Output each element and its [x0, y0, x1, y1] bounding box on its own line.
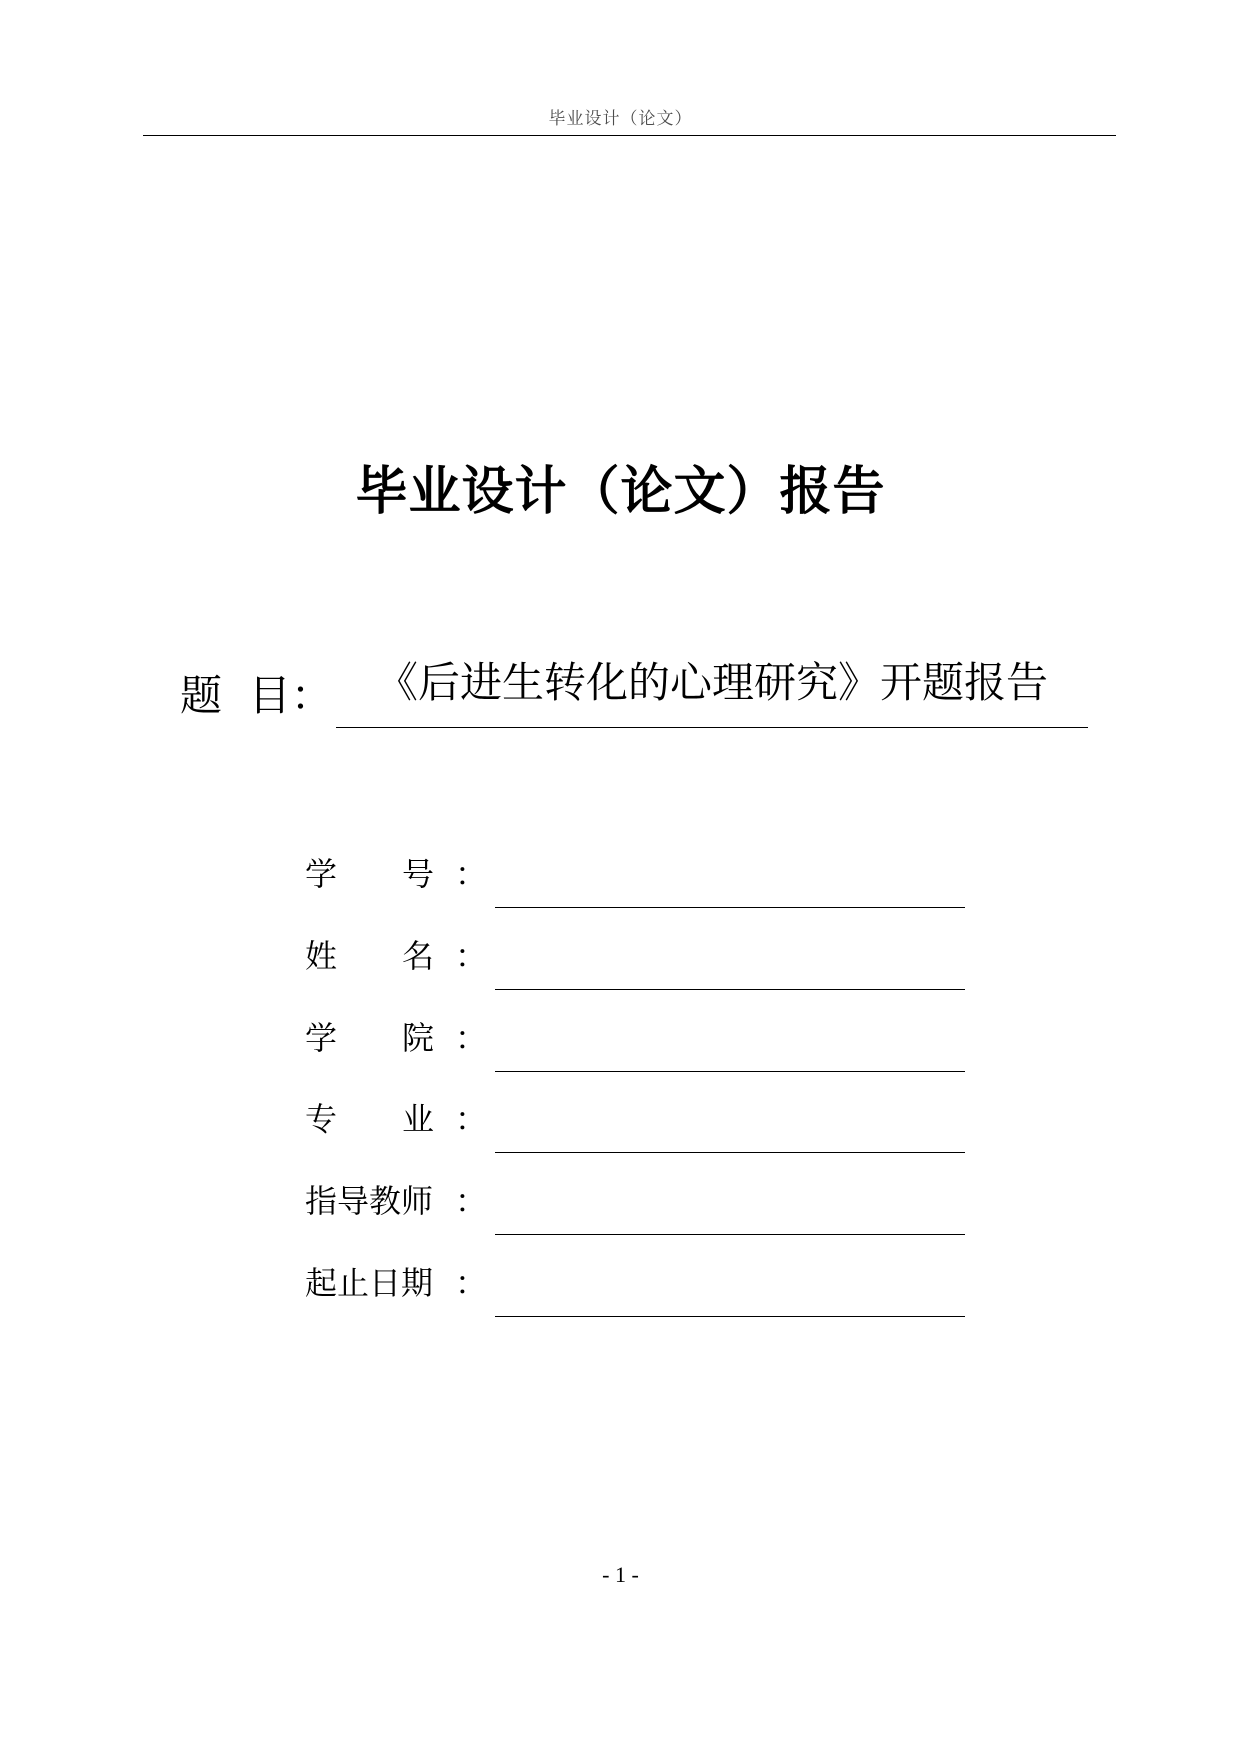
major-field[interactable] — [495, 1152, 965, 1153]
advisor-label: 指导教师 — [305, 1182, 434, 1220]
header-rule — [143, 135, 1116, 136]
label-char: 专 — [305, 1100, 338, 1138]
student-id-field[interactable] — [495, 907, 965, 908]
info-row-major — [305, 1097, 965, 1157]
student-id-label — [305, 852, 434, 896]
label-colon: ： — [455, 937, 488, 975]
label-char: 业 — [401, 1100, 434, 1138]
running-header: 毕业设计（论文） — [548, 109, 693, 129]
college-field[interactable] — [495, 1071, 965, 1072]
date-range-label: 起止日期 — [305, 1264, 434, 1302]
college-label — [305, 1016, 434, 1060]
report-title: 毕业设计（论文）报告 — [355, 462, 886, 522]
info-row-date-range — [305, 1261, 965, 1321]
label-char: 姓 — [305, 937, 338, 975]
info-row-student-id — [305, 852, 965, 912]
topic-underline — [336, 727, 1088, 728]
label-colon: ： — [455, 1182, 488, 1220]
label-colon: ： — [455, 1264, 488, 1302]
label-char: 号 — [401, 855, 434, 893]
label-char: 名 — [401, 937, 434, 975]
major-label — [305, 1097, 434, 1141]
advisor-field[interactable] — [495, 1234, 965, 1235]
label-colon: ： — [455, 1100, 488, 1138]
name-label — [305, 934, 434, 978]
label-colon: ： — [455, 855, 488, 893]
info-row-advisor — [305, 1179, 965, 1239]
topic-label: 题 目： — [180, 671, 333, 720]
page-number: - 1 - — [602, 1562, 639, 1587]
date-range-field[interactable] — [495, 1316, 965, 1317]
info-row-college — [305, 1016, 965, 1076]
label-char: 院 — [401, 1019, 434, 1057]
topic-value: 《后进生转化的心理研究》开题报告 — [375, 658, 1048, 707]
name-field[interactable] — [495, 989, 965, 990]
label-colon: ： — [455, 1019, 488, 1057]
info-row-name — [305, 934, 965, 994]
label-char: 学 — [305, 855, 338, 893]
label-char: 学 — [305, 1019, 338, 1057]
